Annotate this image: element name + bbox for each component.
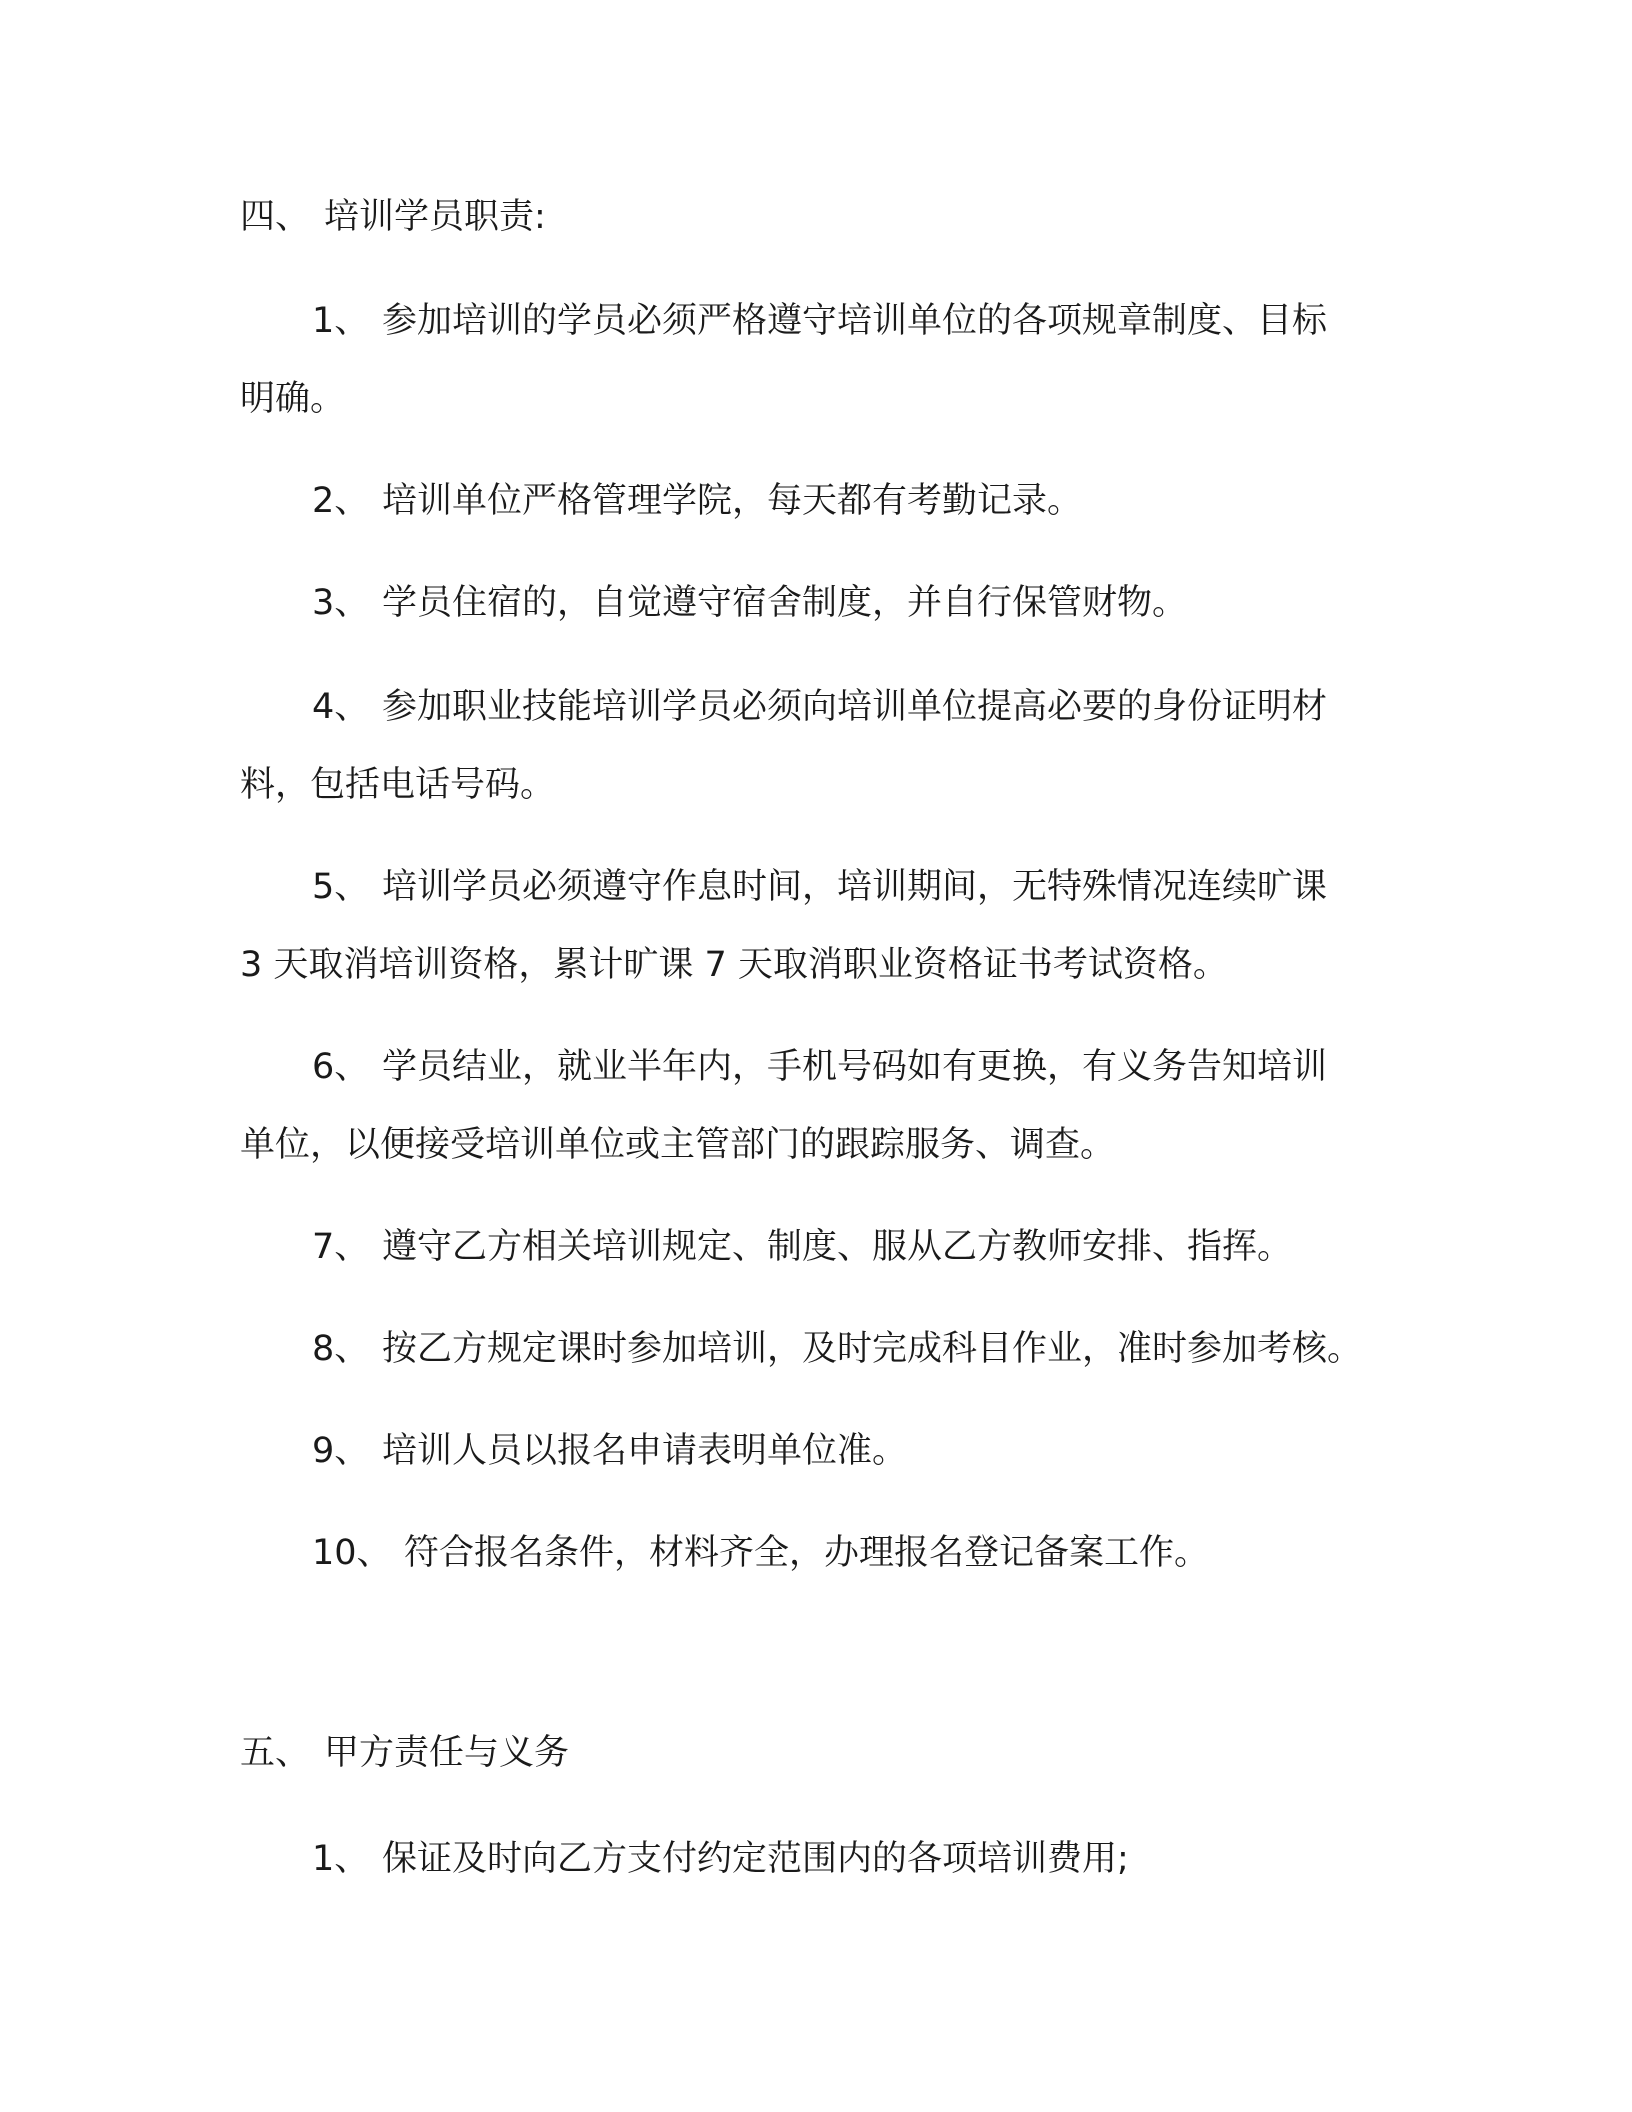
section-4-item-1 — [240, 282, 1380, 438]
item-number: 5、 — [312, 867, 370, 907]
section-4-item-9 — [240, 1412, 1380, 1490]
item-number: 10、 — [312, 1533, 392, 1573]
item-text-continued: 料，包括电话号码。 — [240, 765, 556, 805]
item-text: 培训人员以报名申请表明单位准。 — [382, 1431, 908, 1471]
item-number: 4、 — [312, 687, 370, 727]
item-text-continued: 单位，以便接受培训单位或主管部门的跟踪服务、调查。 — [240, 1125, 1116, 1165]
item-text: 参加培训的学员必须严格遵守培训单位的各项规章制度、目标 — [382, 301, 1328, 341]
item-text-continued: 3 天取消培训资格，累计旷课 7 天取消职业资格证书考试资格。 — [240, 945, 1228, 985]
section-4-item-5 — [240, 848, 1380, 1004]
section-4-item-8 — [240, 1310, 1380, 1388]
item-number: 7、 — [312, 1227, 370, 1267]
item-number: 2、 — [312, 481, 370, 521]
section-4-item-6 — [240, 1028, 1380, 1184]
item-text-continued: 明确。 — [240, 379, 346, 419]
item-number: 6、 — [312, 1047, 370, 1087]
section-5-title: 甲方责任与义务 — [324, 1733, 570, 1773]
section-5-heading — [240, 1733, 570, 1773]
item-text: 符合报名条件，材料齐全，办理报名登记备案工作。 — [404, 1533, 1210, 1573]
section-4-item-4 — [240, 668, 1380, 824]
item-text: 培训单位严格管理学院，每天都有考勤记录。 — [382, 481, 1083, 521]
item-text: 参加职业技能培训学员必须向培训单位提高必要的身份证明材 — [382, 687, 1328, 727]
item-number: 1、 — [312, 1839, 370, 1879]
item-text: 学员结业，就业半年内，手机号码如有更换，有义务告知培训 — [382, 1047, 1328, 1087]
item-number: 9、 — [312, 1431, 370, 1471]
item-text: 按乙方规定课时参加培训，及时完成科目作业，准时参加考核。 — [382, 1329, 1363, 1369]
section-4-number: 四、 — [240, 197, 311, 237]
item-text: 学员住宿的，自觉遵守宿舍制度，并自行保管财物。 — [382, 583, 1188, 623]
section-4-item-10 — [240, 1514, 1380, 1592]
item-text: 保证及时向乙方支付约定范围内的各项培训费用; — [382, 1839, 1129, 1879]
section-5-number: 五、 — [240, 1733, 311, 1773]
section-4-item-3 — [240, 564, 1380, 642]
item-number: 1、 — [312, 301, 370, 341]
section-4-title: 培训学员职责: — [324, 197, 546, 237]
section-4-item-7 — [240, 1208, 1380, 1286]
item-text: 遵守乙方相关培训规定、制度、服从乙方教师安排、指挥。 — [382, 1227, 1293, 1267]
item-text: 培训学员必须遵守作息时间，培训期间，无特殊情况连续旷课 — [382, 867, 1328, 907]
item-number: 8、 — [312, 1329, 370, 1369]
section-5-item-1 — [240, 1820, 1380, 1898]
section-4-heading — [240, 197, 546, 237]
item-number: 3、 — [312, 583, 370, 623]
section-4-item-2 — [240, 462, 1380, 540]
